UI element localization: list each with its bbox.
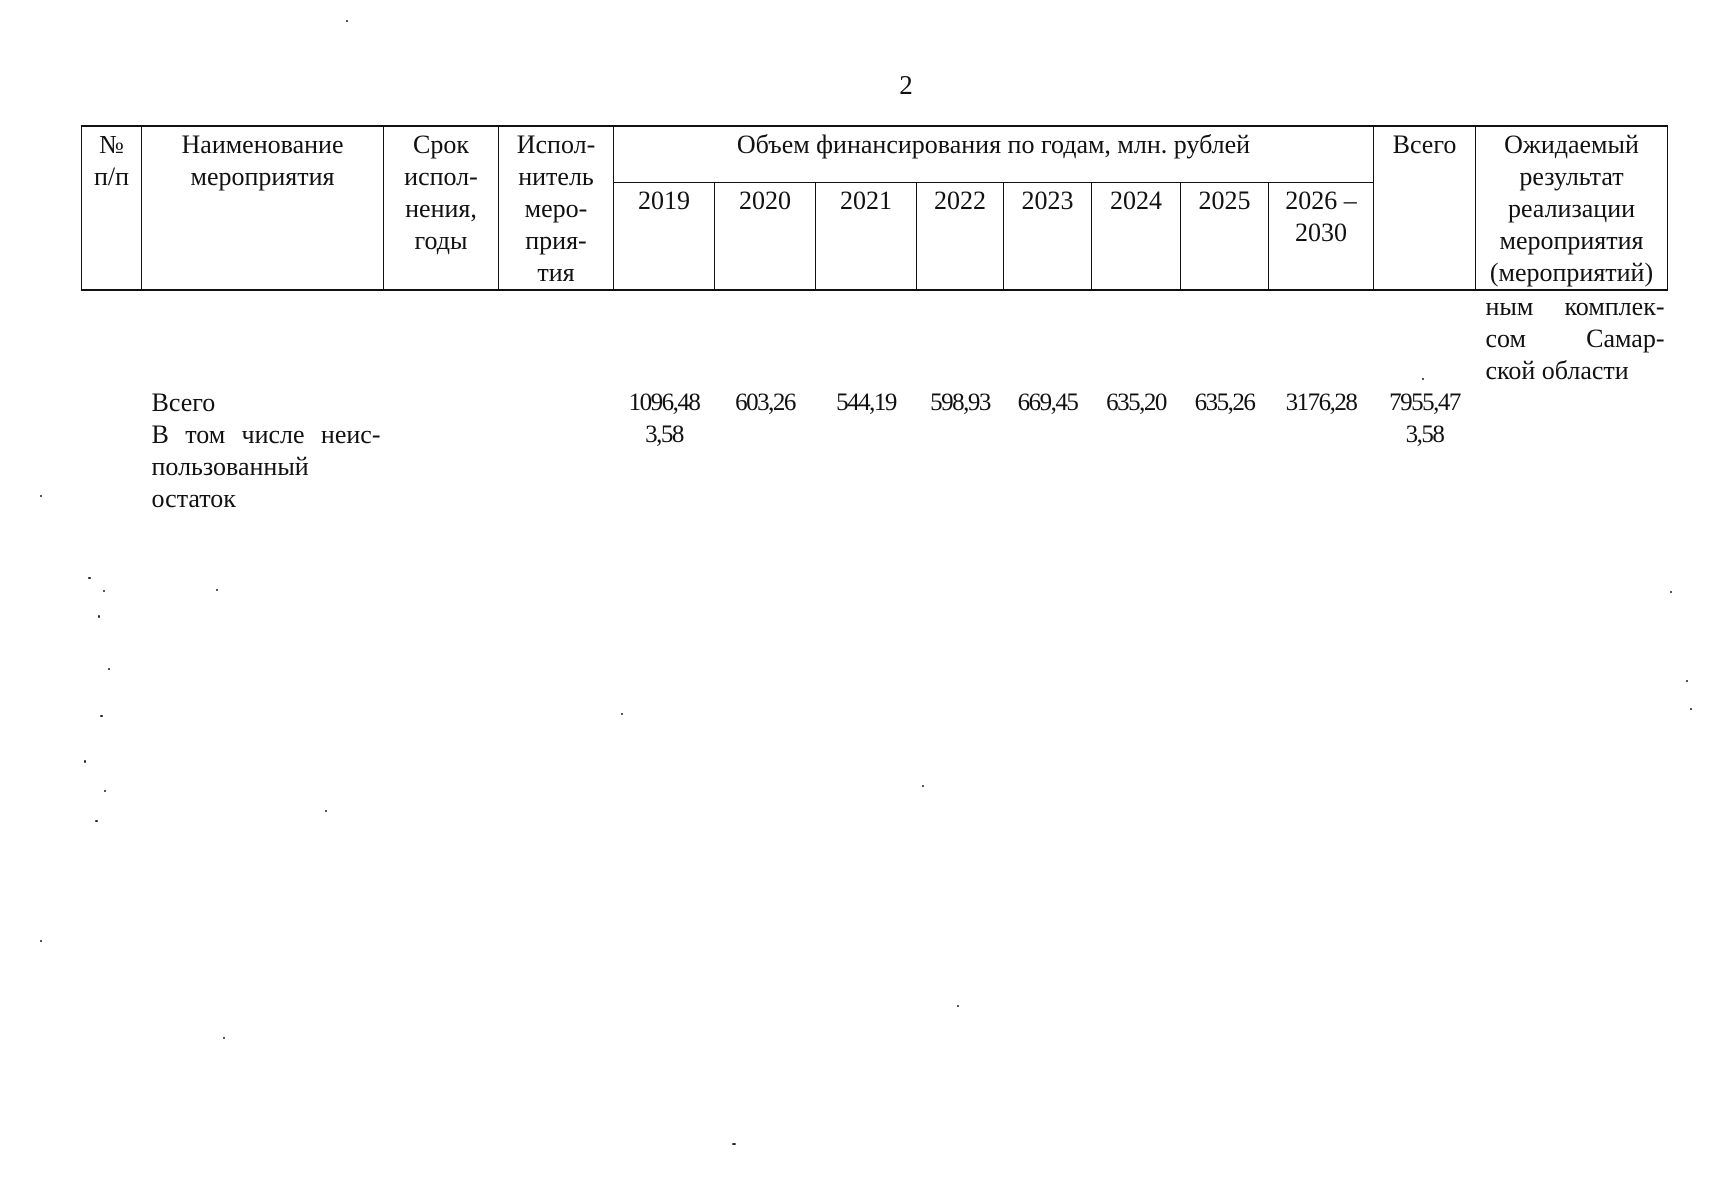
header-year-2026-2030: 2026 – 2030 [1269, 183, 1374, 290]
unused-balance-row [82, 419, 1668, 515]
speck [1690, 708, 1692, 710]
speck [957, 1005, 959, 1007]
speck [40, 495, 42, 497]
unused-2019: 3,58 [645, 421, 683, 448]
speck [104, 790, 106, 792]
header-year-2025: 2025 [1181, 183, 1269, 290]
header-year-2019: 2019 [614, 183, 715, 290]
total-2025: 635,26 [1194, 389, 1255, 416]
speck [1686, 680, 1688, 682]
unused-balance-label: В том числе неис- пользованный остаток [151, 420, 381, 513]
speck [103, 590, 105, 592]
header-result: Ожидаемый результат реализации мероприятия (мероприятий) [1476, 126, 1668, 290]
header-year-2022: 2022 [917, 183, 1004, 290]
speck [216, 589, 218, 591]
speck [732, 1143, 736, 1145]
speck [325, 810, 327, 812]
speck [621, 713, 623, 715]
total-2024: 635,20 [1106, 389, 1166, 416]
speck [84, 760, 86, 763]
header-total: Всего [1374, 126, 1476, 290]
header-name: Наименование мероприятия [142, 126, 384, 290]
speck [95, 820, 98, 822]
continuation-row [82, 290, 1668, 387]
speck [223, 1037, 225, 1039]
speck [98, 615, 100, 618]
speck [88, 577, 91, 579]
total-overall: 7955,47 [1389, 389, 1460, 416]
header-year-2021: 2021 [816, 183, 917, 290]
unused-total: 3,58 [1405, 421, 1444, 448]
result-continuation-text: ным комплек- сом Самар- ской области [1485, 292, 1665, 385]
speck [1670, 591, 1672, 593]
header-year-2024: 2024 [1092, 183, 1181, 290]
header-row-1 [82, 126, 1668, 183]
speck [922, 785, 924, 787]
header-year-2023: 2023 [1004, 183, 1092, 290]
header-index: № п/п [82, 126, 142, 290]
total-2022: 598,93 [930, 389, 990, 416]
header-term: Срок испол- нения, годы [384, 126, 499, 290]
speck [100, 715, 103, 717]
total-2019: 1096,48 [628, 389, 700, 416]
speck [40, 940, 42, 942]
total-2026-2030: 3176,28 [1285, 389, 1357, 416]
header-executor: Испол- нитель меро- прия- тия [499, 126, 614, 290]
header-year-2020: 2020 [715, 183, 816, 290]
funding-table [81, 125, 1668, 515]
total-2023: 669,45 [1017, 389, 1078, 416]
page-number: 2 [899, 70, 913, 100]
speck [1422, 378, 1424, 380]
total-row-label: Всего [151, 388, 216, 417]
total-2020: 603,26 [735, 389, 795, 416]
total-2021: 544,19 [836, 389, 896, 416]
speck [346, 20, 348, 22]
total-row [82, 387, 1668, 419]
speck [108, 668, 110, 670]
header-funding-group: Объем финансирования по годам, млн. рублей [614, 126, 1374, 183]
